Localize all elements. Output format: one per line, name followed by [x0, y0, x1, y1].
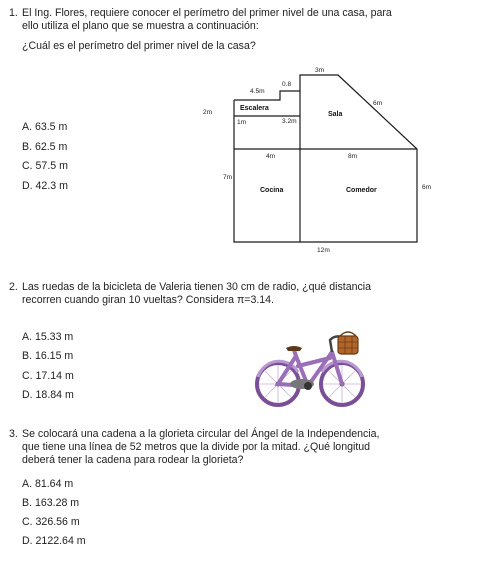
room-sala: Sala	[328, 111, 343, 118]
room-comedor: Comedor	[346, 187, 377, 194]
bicycle-illustration	[252, 322, 370, 414]
room-cocina: Cocina	[260, 187, 284, 194]
dim-diagonal: 6m	[373, 100, 383, 107]
question-2-line-2: recorren cuando giran 10 vueltas? Considera π=3.14.	[22, 294, 275, 306]
basket	[338, 332, 358, 354]
question-2-option-d[interactable]: D. 18.84 m	[22, 389, 74, 401]
question-2-number: 2.	[9, 281, 18, 293]
saddle	[286, 346, 302, 351]
question-1-option-d[interactable]: D. 42.3 m	[22, 180, 68, 192]
question-3-number: 3.	[9, 428, 18, 440]
question-1-line-2: ello utiliza el plano que se muestra a continuación:	[22, 20, 259, 32]
dim-stair-height: 3.2m	[282, 118, 297, 125]
question-3-line-2: que tiene una línea de 52 metros que la divide por la mitad. ¿Qué longitud	[22, 441, 371, 453]
question-2-option-c[interactable]: C. 17.14 m	[22, 370, 74, 382]
question-1-line-3: ¿Cuál es el perímetro del primer nivel de la casa?	[22, 40, 256, 52]
question-3-option-b[interactable]: B. 163.28 m	[22, 497, 80, 509]
question-2-option-b[interactable]: B. 16.15 m	[22, 350, 74, 362]
dim-bottom: 12m	[317, 247, 330, 254]
dim-left-upper: 2m	[203, 109, 213, 116]
question-2-option-a[interactable]: A. 15.33 m	[22, 331, 74, 343]
room-escalera: Escalera	[240, 105, 269, 112]
question-1-option-c[interactable]: C. 57.5 m	[22, 160, 68, 172]
dim-left-lower: 7m	[223, 174, 233, 181]
question-1-number: 1.	[9, 7, 18, 19]
floor-plan-outline	[234, 75, 417, 242]
question-3-line-1: Se colocará una cadena a la glorieta circular del Ángel de la Independencia,	[22, 428, 380, 440]
dim-top-right: 3m	[315, 67, 325, 74]
dim-mid-right: 8m	[348, 153, 358, 160]
question-3-option-c[interactable]: C. 326.56 m	[22, 516, 80, 528]
dim-notch: 0.8	[282, 81, 292, 88]
question-3-option-d[interactable]: D. 2122.64 m	[22, 535, 86, 547]
question-3-line-3: deberá tener la cadena para rodear la glorieta?	[22, 454, 244, 466]
floor-plan-diagram	[190, 62, 480, 257]
question-1-option-a[interactable]: A. 63.5 m	[22, 121, 68, 133]
question-1-line-1: El Ing. Flores, requiere conocer el perímetro del primer nivel de una casa, para	[22, 7, 392, 19]
dim-top-left: 4.5m	[250, 88, 265, 95]
question-3-option-a[interactable]: A. 81.64 m	[22, 478, 74, 490]
dim-mid-left: 4m	[266, 153, 276, 160]
dim-stair-width: 1m	[237, 119, 247, 126]
question-1-option-b[interactable]: B. 62.5 m	[22, 141, 68, 153]
dim-right-side: 6m	[422, 184, 432, 191]
question-2-line-1: Las ruedas de la bicicleta de Valeria tienen 30 cm de radio, ¿qué distancia	[22, 281, 372, 293]
